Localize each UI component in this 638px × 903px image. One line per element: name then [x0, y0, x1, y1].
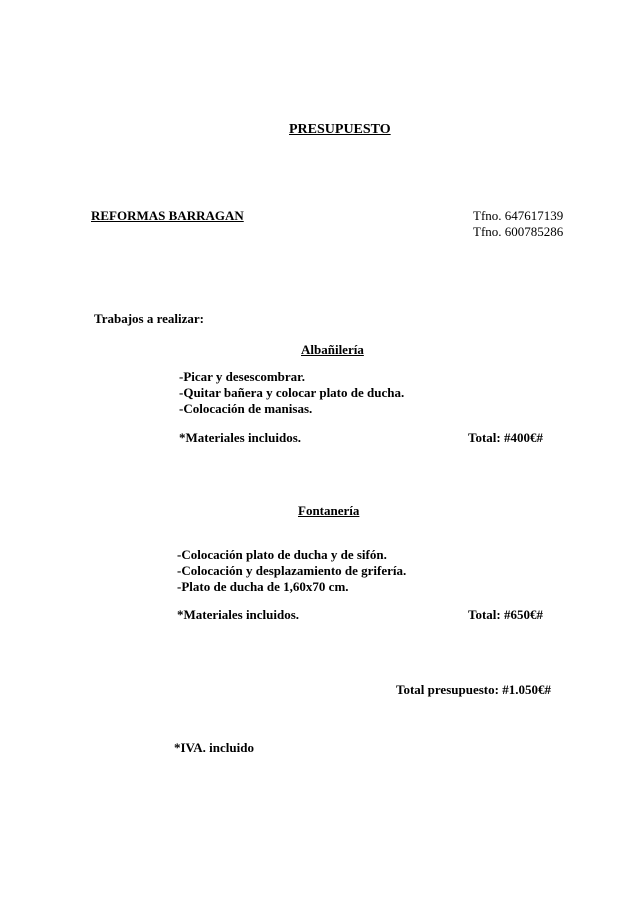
document-title: PRESUPUESTO	[289, 122, 391, 137]
materials-note: *Materiales incluidos.	[179, 430, 302, 445]
materials-note: *Materiales incluidos.	[177, 607, 300, 622]
section-total: Total: #650€#	[468, 607, 543, 622]
intro-label: Trabajos a realizar:	[94, 311, 204, 326]
section-heading: Albañilería	[301, 342, 364, 357]
list-item: -Colocación plato de ducha y de sifón.	[177, 547, 387, 562]
company-name: REFORMAS BARRAGAN	[91, 208, 244, 223]
list-item: -Colocación y desplazamiento de grifería.	[177, 563, 407, 578]
section-total: Total: #400€#	[468, 430, 543, 445]
list-item: -Picar y desescombrar.	[179, 369, 306, 384]
grand-total: Total presupuesto: #1.050€#	[396, 682, 551, 697]
list-item: -Quitar bañera y colocar plato de ducha.	[179, 385, 405, 400]
list-item: -Plato de ducha de 1,60x70 cm.	[177, 579, 349, 594]
phone-number-1: Tfno. 647617139	[473, 208, 564, 223]
tax-note: *IVA. incluido	[174, 740, 254, 755]
phone-number-2: Tfno. 600785286	[473, 224, 564, 239]
section-heading: Fontanería	[298, 503, 360, 518]
list-item: -Colocación de manisas.	[179, 401, 313, 416]
